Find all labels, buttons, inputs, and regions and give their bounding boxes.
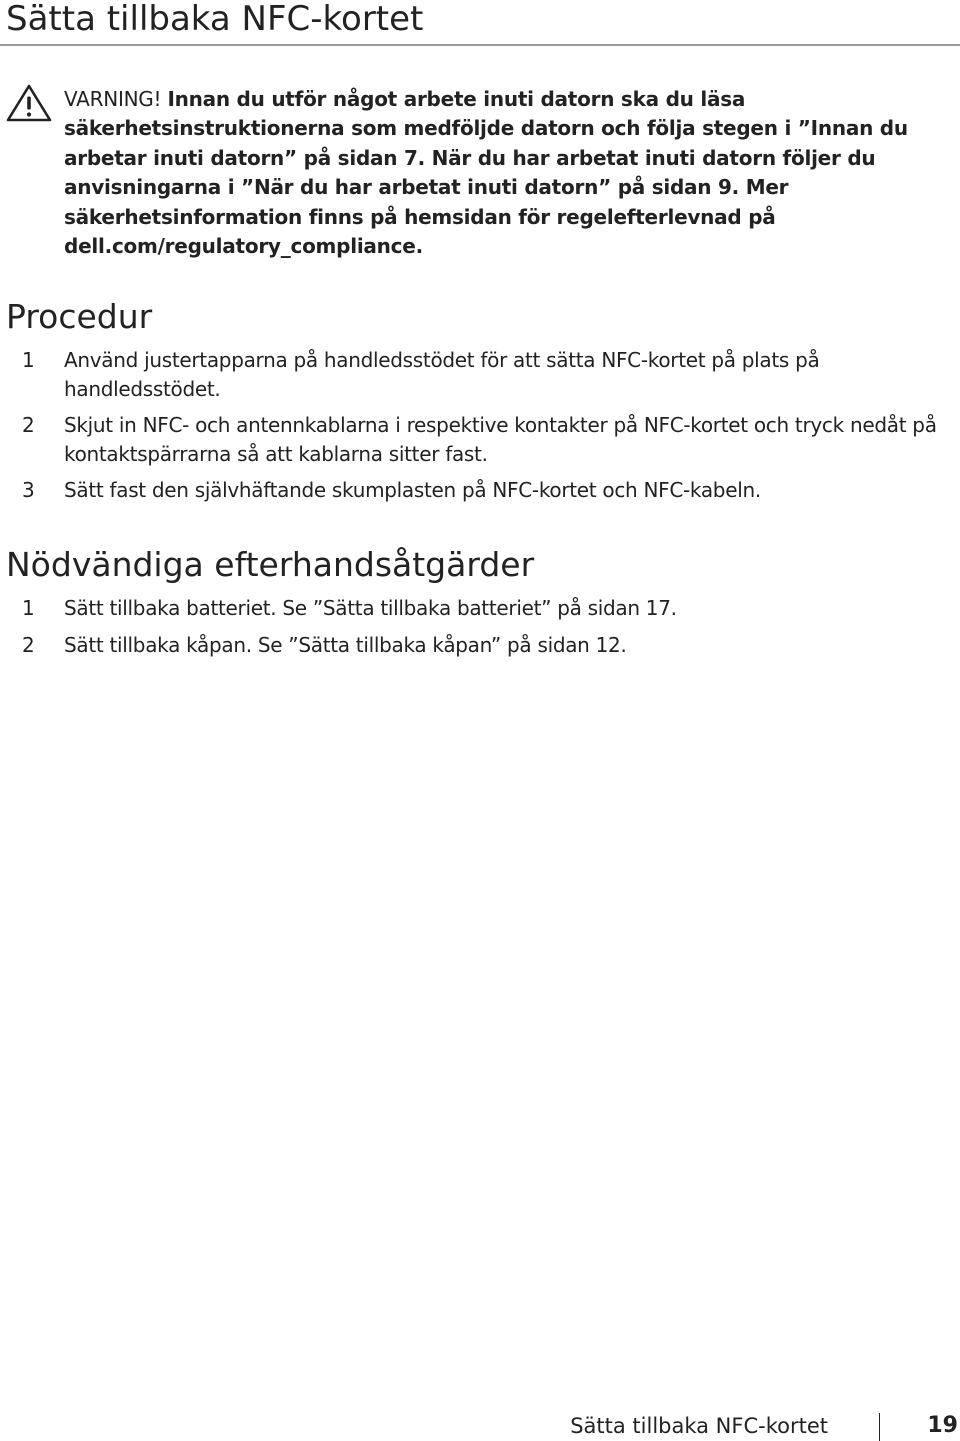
warning-triangle-icon [6,84,52,122]
procedure-steps [0,346,960,511]
warning-body: Innan du utför något arbete inuti datorn ska du läsa säkerhetsinstruktionerna som medföljde datorn och följa stegen i ”Innan du arbetar inuti datorn” på sidan 7. När du har arbetat inuti datorn följer du anvisningarna i ”När du har arbetat inuti datorn” på sidan 9. Mer säkerhetsinformation finns på hemsidan för regelefterlevnad på dell.com/regulatory_compliance. [64,87,908,259]
list-item [0,476,960,505]
step-text: Skjut in NFC- och antennkablarna i respektive kontakter på NFC-kortet och tryck nedåt på kontaktspärrarna så att kablarna sitter fast. [64,412,937,467]
list-item [0,411,960,470]
footer-divider [879,1413,880,1441]
step-text: Sätt fast den självhäftande skumplasten på NFC-kortet och NFC-kabeln. [64,477,761,502]
step-number: 3 [22,477,35,502]
page-number: 19 [927,1413,958,1438]
step-number: 2 [22,412,35,437]
footer-title: Sätta tillbaka NFC-kortet [570,1414,828,1438]
post-steps-list [0,594,960,667]
step-number: 1 [22,348,35,372]
title-divider [0,44,960,46]
step-text: Sätt tillbaka batteriet. Se ”Sätta tillbaka batteriet” på sidan 17. [64,596,677,620]
list-item [0,346,960,405]
post-steps-heading: Nödvändiga efterhandsåtgärder [6,545,535,584]
page-title: Sätta tillbaka NFC-kortet [6,0,424,39]
list-item [0,594,960,623]
warning-label: VARNING! [64,87,162,111]
step-text: Använd justertapparna på handledsstödet för att sätta NFC-kortet på plats på handledsstödet. [64,348,820,402]
page-footer [0,1411,960,1441]
step-text: Sätt tillbaka kåpan. Se ”Sätta tillbaka kåpan” på sidan 12. [64,633,627,658]
procedure-heading: Procedur [6,297,153,336]
warning-text [64,85,924,261]
step-number: 1 [22,596,35,620]
list-item [0,631,960,660]
step-number: 2 [22,633,35,658]
